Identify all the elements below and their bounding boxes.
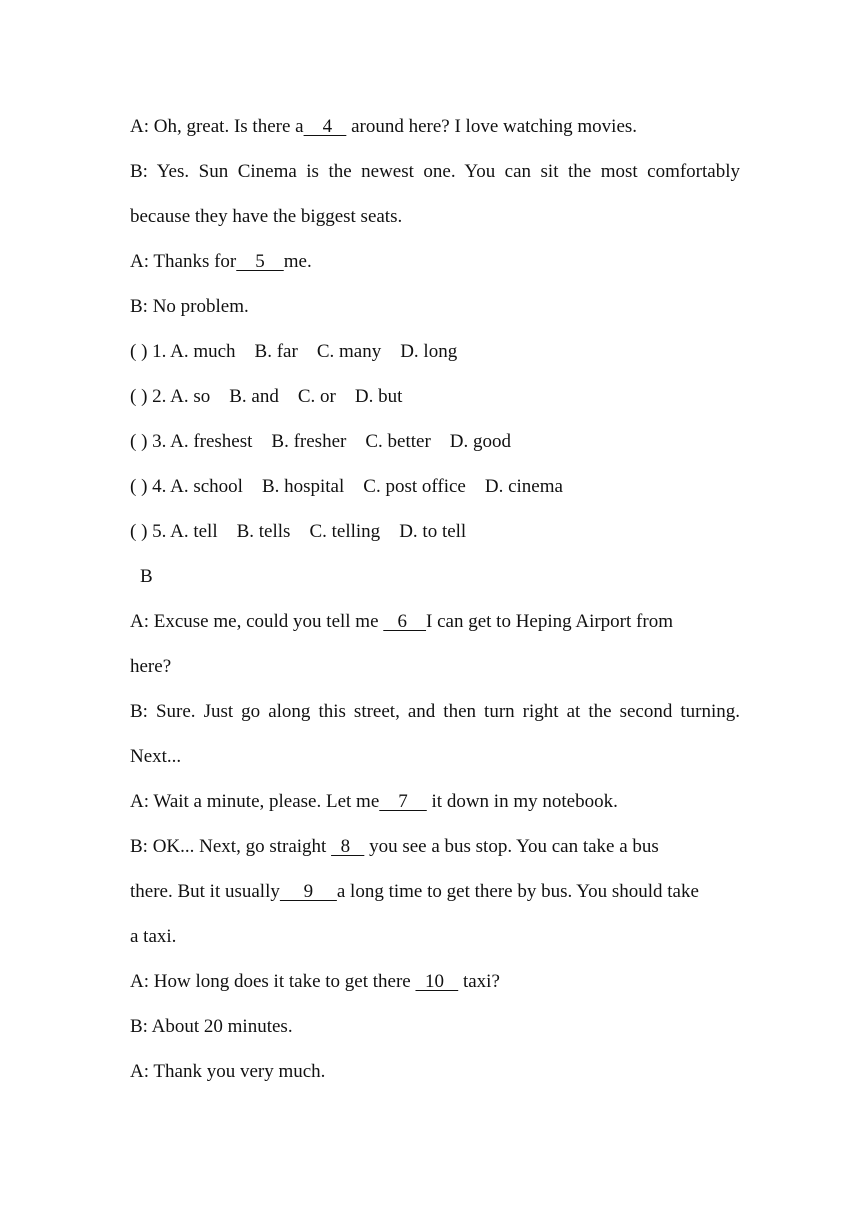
option-c: C. post office bbox=[363, 476, 466, 497]
dialogue-line: a taxi. bbox=[130, 926, 177, 947]
text-segment: there. But it usually bbox=[130, 881, 280, 902]
option-b: B. and bbox=[229, 386, 279, 407]
text-segment: A: Excuse me, could you tell me bbox=[130, 611, 384, 632]
question-2 bbox=[130, 374, 740, 419]
dialogue-line-blank-7 bbox=[130, 779, 740, 824]
text-segment: A: How long does it take to get there bbox=[130, 971, 416, 992]
question-4 bbox=[130, 464, 740, 509]
blank-10: 10 bbox=[415, 971, 459, 992]
blank-8: 8 bbox=[331, 836, 365, 857]
blank-9: 9 bbox=[279, 881, 337, 902]
text-segment: A: Oh, great. Is there a bbox=[130, 116, 304, 137]
blank-7: 7 bbox=[379, 791, 427, 812]
question-3 bbox=[130, 419, 740, 464]
option-a: A. tell bbox=[170, 521, 218, 542]
question-number: ( ) 4. bbox=[130, 476, 171, 497]
dialogue-line: because they have the biggest seats. bbox=[130, 206, 403, 227]
dialogue-line-blank-9 bbox=[130, 869, 740, 914]
question-1 bbox=[130, 329, 740, 374]
text-segment: B: OK... Next, go straight bbox=[130, 836, 332, 857]
text-segment: around here? I love watching movies. bbox=[346, 116, 638, 137]
option-b: B. far bbox=[254, 341, 298, 362]
dialogue-line-blank-5 bbox=[130, 239, 740, 284]
question-number: ( ) 2. bbox=[130, 386, 171, 407]
blank-5: 5 bbox=[236, 251, 284, 272]
option-a: A. much bbox=[170, 341, 236, 362]
text-segment: it down in my notebook. bbox=[426, 791, 618, 812]
option-c: C. better bbox=[365, 431, 431, 452]
dialogue-line: A: Thank you very much. bbox=[130, 1061, 326, 1082]
dialogue-line: B: About 20 minutes. bbox=[130, 1016, 293, 1037]
text-segment: me. bbox=[283, 251, 312, 272]
dialogue-line: B: Yes. Sun Cinema is the newest one. You can sit the most comfortably bbox=[130, 161, 740, 182]
question-5 bbox=[130, 509, 740, 554]
dialogue-line-blank-10 bbox=[130, 959, 740, 1004]
option-b: B. tells bbox=[236, 521, 291, 542]
dialogue-line: here? bbox=[130, 656, 172, 677]
dialogue-line-blank-8 bbox=[130, 824, 740, 869]
text-segment: A: Thanks for bbox=[130, 251, 237, 272]
option-b: B. hospital bbox=[261, 476, 345, 497]
dialogue-line-blank-6 bbox=[130, 599, 740, 644]
dialogue-line: B: No problem. bbox=[130, 296, 249, 317]
blank-6: 6 bbox=[383, 611, 427, 632]
question-number: ( ) 3. bbox=[130, 431, 171, 452]
option-a: A. so bbox=[170, 386, 211, 407]
option-d: D. long bbox=[400, 341, 458, 362]
section-heading: B bbox=[140, 566, 153, 587]
option-b: B. fresher bbox=[271, 431, 347, 452]
question-number: ( ) 1. bbox=[130, 341, 171, 362]
dialogue-line: B: Sure. Just go along this street, and then turn right at the second turning. bbox=[130, 701, 740, 722]
option-a: A. school bbox=[170, 476, 243, 497]
option-a: A. freshest bbox=[170, 431, 253, 452]
dialogue-line-blank-4 bbox=[130, 104, 740, 149]
text-segment: taxi? bbox=[458, 971, 500, 992]
text-segment: A: Wait a minute, please. Let me bbox=[130, 791, 380, 812]
text-segment: I can get to Heping Airport from bbox=[426, 611, 673, 632]
text-segment: a long time to get there by bus. You should take bbox=[336, 881, 699, 902]
document-page bbox=[130, 104, 740, 1094]
blank-4: 4 bbox=[303, 116, 347, 137]
option-d: D. to tell bbox=[399, 521, 467, 542]
text-segment: you see a bus stop. You can take a bus bbox=[364, 836, 659, 857]
option-d: D. but bbox=[354, 386, 403, 407]
option-d: D. good bbox=[449, 431, 512, 452]
option-c: C. telling bbox=[309, 521, 381, 542]
option-d: D. cinema bbox=[484, 476, 563, 497]
option-c: C. or bbox=[297, 386, 336, 407]
option-c: C. many bbox=[316, 341, 382, 362]
dialogue-line: Next... bbox=[130, 746, 182, 767]
question-number: ( ) 5. bbox=[130, 521, 171, 542]
